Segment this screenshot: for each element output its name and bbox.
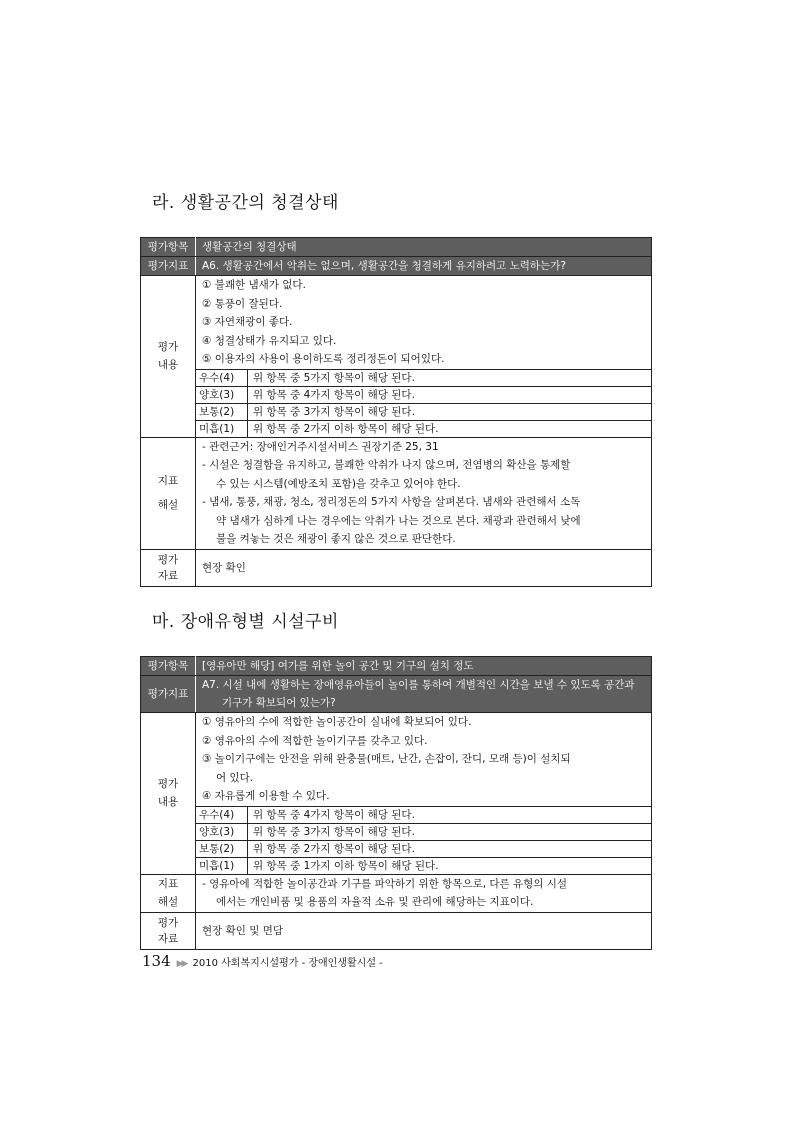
row-label: 평가 내용 [141,713,196,875]
indicator-line: 기구가 확보되어 있는가? [222,697,336,709]
evaluation-data: 현장 확인 [196,549,652,586]
evaluation-table [140,656,652,950]
grade-text: 위 항목 중 3가지 항목이 해당 된다. [248,823,652,840]
row-label: 지표 해설 [141,874,196,912]
description-line: - 시설은 청결함을 유지하고, 불쾌한 악취가 나지 않으며, 전염병의 확산을 통제할 [202,459,571,471]
criteria-item: ② 영유아의 수에 적합한 놀이기구를 갖추고 있다. [202,734,428,747]
description-line: 불을 켜놓는 것은 채광이 좋지 않은 것으로 판단한다. [216,533,456,545]
grade-row [196,857,651,874]
row-label: 평가 자료 [141,912,196,949]
criteria-item: ① 불쾌한 냄새가 없다. [202,279,306,291]
grade-table [196,369,651,437]
criteria-item: ⑤ 이용자의 사용이 용이하도록 정리정돈이 되어있다. [202,353,445,365]
grade-row [196,840,651,857]
row-label: 평가항목 [141,238,196,257]
grade-text: 위 항목 중 4가지 항목이 해당 된다. [248,386,652,403]
description-line: - 영유아에 적합한 놀이공간과 기구를 파악하기 위한 항목으로, 다른 유형의 시설 [202,877,568,890]
evaluation-data: 현장 확인 및 면담 [196,912,652,949]
criteria-item: ④ 청결상태가 유지되고 있다. [202,334,337,347]
evaluation-indicator [196,676,652,713]
section-heading: 마. 장애유형별 시설구비 [152,612,339,632]
grade-row [196,823,651,840]
grade-row [196,806,651,823]
grade-label: 우수(4) [196,369,248,386]
row-label: 평가 내용 [141,276,196,438]
criteria-item: ③ 놀이기구에는 안전을 위해 완충물(매트, 난간, 손잡이, 잔디, 모래 등)이 설치되 [202,753,571,765]
row-label: 평가 자료 [141,549,196,586]
indicator-description [196,437,652,549]
grade-label: 양호(3) [196,823,248,840]
evaluation-table [140,237,652,587]
evaluation-item: 생활공간의 청결상태 [196,238,652,257]
criteria-item: ④ 자유롭게 이용할 수 있다. [202,790,330,802]
criteria-item: ③ 자연채광이 좋다. [202,316,293,328]
evaluation-content [196,276,652,438]
footer-title: 2010 사회복지시설평가 - 장애인생활시설 - [192,958,383,969]
description-line: 에서는 개인비품 및 용품의 자율적 소유 및 관리에 해당하는 지표이다. [216,896,534,908]
grade-text: 위 항목 중 1가지 이하 항목이 해당 된다. [248,857,652,874]
description-line: - 관련근거: 장애인거주시설서비스 권장기준 25, 31 [202,440,439,453]
arrow-icon: ▶▶ [176,959,187,969]
grade-label: 미흡(1) [196,857,248,874]
row-label: 평가지표 [141,257,196,276]
grade-row [196,386,651,403]
criteria-item: ① 영유아의 수에 적합한 놀이공간이 실내에 확보되어 있다. [202,716,472,728]
grade-text: 위 항목 중 4가지 항목이 해당 된다. [248,806,652,823]
criteria-list [196,276,651,369]
criteria-item: 어 있다. [216,771,254,784]
row-label: 평가항목 [141,657,196,676]
grade-label: 양호(3) [196,386,248,403]
description-line: 약 냄새가 심하게 나는 경우에는 악취가 나는 것으로 본다. 채광과 관련해서 낮에 [216,514,581,527]
grade-row [196,369,651,386]
page-number: 134 [142,952,171,970]
grade-label: 우수(4) [196,806,248,823]
grade-label: 미흡(1) [196,420,248,437]
grade-text: 위 항목 중 3가지 항목이 해당 된다. [248,403,652,420]
evaluation-indicator: A6. 생활공간에서 악취는 없으며, 생활공간을 청결하게 유지하려고 노력하는가? [196,257,652,276]
description-line: - 냄새, 통풍, 채광, 청소, 정리정돈의 5가지 사항을 살펴본다. 냄새와 관련해서 소독 [202,496,581,508]
grade-text: 위 항목 중 5가지 항목이 해당 된다. [248,369,652,386]
criteria-list [196,713,651,806]
grade-table [196,806,651,874]
grade-row [196,420,651,437]
evaluation-item: [영유아만 해당] 여가를 위한 놀이 공간 및 기구의 설치 정도 [196,657,652,676]
indicator-description [196,874,652,912]
grade-row [196,403,651,420]
grade-text: 위 항목 중 2가지 항목이 해당 된다. [248,840,652,857]
indicator-line: A7. 시설 내에 생활하는 장애영유아들이 놀이를 통하여 개별적인 시간을 보낼 수 있도록 공간과 [202,679,635,691]
description-line: 수 있는 시스템(예방조치 포함)을 갖추고 있어야 한다. [216,477,461,490]
grade-label: 보통(2) [196,403,248,420]
row-label: 평가지표 [141,676,196,713]
section-heading: 라. 생활공간의 청결상태 [152,193,339,213]
grade-label: 보통(2) [196,840,248,857]
grade-text: 위 항목 중 2가지 이하 항목이 해당 된다. [248,420,652,437]
page-footer [142,952,383,970]
row-label: 지표 해설 [141,437,196,549]
criteria-item: ② 통풍이 잘된다. [202,297,283,310]
evaluation-content [196,713,652,875]
